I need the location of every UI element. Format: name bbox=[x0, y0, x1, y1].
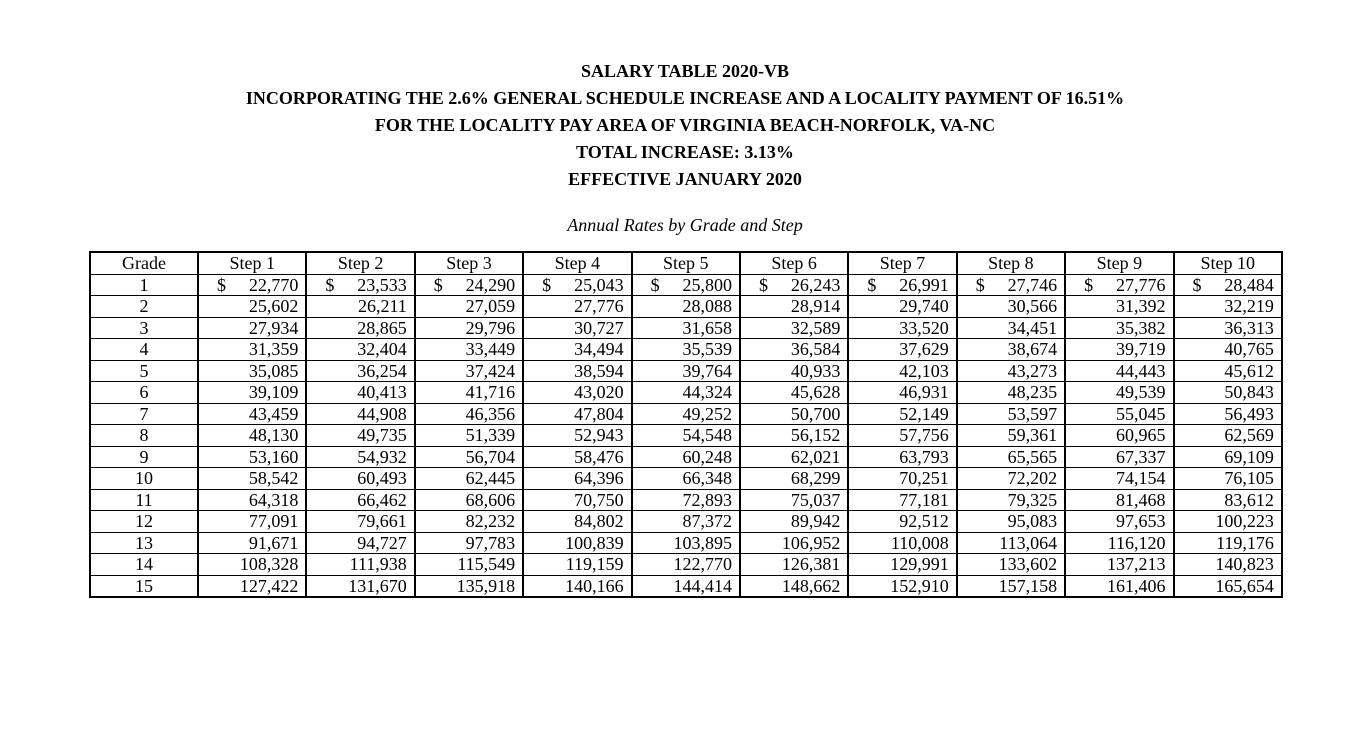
salary-cell: 140,823 bbox=[1174, 554, 1282, 576]
header-total-increase: TOTAL INCREASE: 3.13% bbox=[576, 142, 794, 162]
salary-cell: 58,542 bbox=[198, 468, 306, 490]
salary-cell: 40,933 bbox=[740, 360, 848, 382]
salary-value: 24,290 bbox=[465, 274, 516, 295]
salary-cell: 45,612 bbox=[1174, 360, 1282, 382]
salary-cell: 39,719 bbox=[1065, 339, 1173, 361]
salary-cell: 64,396 bbox=[523, 468, 631, 490]
grade-cell: 12 bbox=[90, 511, 198, 533]
table-row bbox=[90, 425, 1282, 447]
salary-cell: 45,628 bbox=[740, 382, 848, 404]
grade-cell: 1 bbox=[90, 274, 198, 296]
salary-cell: 43,273 bbox=[957, 360, 1065, 382]
salary-cell: 58,476 bbox=[523, 446, 631, 468]
salary-cell: 79,661 bbox=[306, 511, 414, 533]
currency-symbol: $ bbox=[867, 274, 877, 295]
salary-cell: 127,422 bbox=[198, 575, 306, 597]
salary-cell: 66,462 bbox=[306, 489, 414, 511]
salary-cell: 33,520 bbox=[848, 317, 956, 339]
salary-cell: 50,843 bbox=[1174, 382, 1282, 404]
salary-cell: 119,159 bbox=[523, 554, 631, 576]
salary-cell bbox=[198, 274, 306, 296]
table-row bbox=[90, 511, 1282, 533]
salary-cell: 92,512 bbox=[848, 511, 956, 533]
salary-value: 23,533 bbox=[357, 274, 407, 295]
salary-cell: 59,361 bbox=[957, 425, 1065, 447]
column-header-step-9: Step 9 bbox=[1065, 252, 1173, 274]
salary-cell: 49,252 bbox=[632, 403, 740, 425]
currency-symbol: $ bbox=[758, 274, 768, 295]
salary-cell: 56,493 bbox=[1174, 403, 1282, 425]
salary-cell: 70,750 bbox=[523, 489, 631, 511]
salary-cell: 46,356 bbox=[415, 403, 523, 425]
salary-cell: 25,602 bbox=[198, 296, 306, 318]
table-row bbox=[90, 468, 1282, 490]
salary-cell bbox=[1065, 274, 1173, 296]
column-header-step-3: Step 3 bbox=[415, 252, 523, 274]
salary-cell: 57,756 bbox=[848, 425, 956, 447]
salary-cell: 54,932 bbox=[306, 446, 414, 468]
salary-cell: 165,654 bbox=[1174, 575, 1282, 597]
salary-cell: 40,413 bbox=[306, 382, 414, 404]
salary-cell: 144,414 bbox=[632, 575, 740, 597]
salary-cell: 43,020 bbox=[523, 382, 631, 404]
salary-cell: 32,589 bbox=[740, 317, 848, 339]
salary-cell: 122,770 bbox=[632, 554, 740, 576]
table-row bbox=[90, 296, 1282, 318]
salary-cell bbox=[1174, 274, 1282, 296]
salary-cell: 83,612 bbox=[1174, 489, 1282, 511]
salary-cell: 77,181 bbox=[848, 489, 956, 511]
salary-cell: 49,735 bbox=[306, 425, 414, 447]
salary-cell: 129,991 bbox=[848, 554, 956, 576]
salary-cell bbox=[523, 274, 631, 296]
salary-cell: 157,158 bbox=[957, 575, 1065, 597]
table-subtitle: Annual Rates by Grade and Step bbox=[567, 215, 803, 235]
salary-cell: 60,493 bbox=[306, 468, 414, 490]
salary-cell: 49,539 bbox=[1065, 382, 1173, 404]
salary-cell: 28,914 bbox=[740, 296, 848, 318]
column-header-step-10: Step 10 bbox=[1174, 252, 1282, 274]
currency-symbol: $ bbox=[433, 274, 443, 295]
column-header-step-8: Step 8 bbox=[957, 252, 1065, 274]
salary-cell: 70,251 bbox=[848, 468, 956, 490]
salary-cell: 55,045 bbox=[1065, 403, 1173, 425]
salary-cell: 72,893 bbox=[632, 489, 740, 511]
salary-cell: 30,727 bbox=[523, 317, 631, 339]
salary-cell: 97,783 bbox=[415, 532, 523, 554]
currency-symbol: $ bbox=[1192, 274, 1202, 295]
salary-cell: 35,539 bbox=[632, 339, 740, 361]
salary-cell: 36,584 bbox=[740, 339, 848, 361]
column-header-step-5: Step 5 bbox=[632, 252, 740, 274]
salary-cell: 72,202 bbox=[957, 468, 1065, 490]
currency-symbol: $ bbox=[650, 274, 660, 295]
salary-cell bbox=[306, 274, 414, 296]
table-row bbox=[90, 532, 1282, 554]
currency-symbol: $ bbox=[217, 274, 226, 295]
column-header-step-1: Step 1 bbox=[198, 252, 306, 274]
salary-cell: 28,088 bbox=[632, 296, 740, 318]
salary-cell: 36,254 bbox=[306, 360, 414, 382]
salary-cell: 38,594 bbox=[523, 360, 631, 382]
salary-cell: 115,549 bbox=[415, 554, 523, 576]
salary-cell: 63,793 bbox=[848, 446, 956, 468]
salary-cell: 140,166 bbox=[523, 575, 631, 597]
salary-cell: 87,372 bbox=[632, 511, 740, 533]
salary-cell: 152,910 bbox=[848, 575, 956, 597]
grade-cell: 3 bbox=[90, 317, 198, 339]
salary-cell: 46,931 bbox=[848, 382, 956, 404]
salary-cell: 56,704 bbox=[415, 446, 523, 468]
salary-cell: 47,804 bbox=[523, 403, 631, 425]
salary-cell: 100,223 bbox=[1174, 511, 1282, 533]
grade-cell: 2 bbox=[90, 296, 198, 318]
salary-cell: 148,662 bbox=[740, 575, 848, 597]
currency-symbol: $ bbox=[1084, 274, 1094, 295]
salary-cell: 64,318 bbox=[198, 489, 306, 511]
salary-value: 26,991 bbox=[899, 274, 949, 295]
salary-cell: 48,235 bbox=[957, 382, 1065, 404]
table-row bbox=[90, 274, 1282, 296]
salary-cell: 161,406 bbox=[1065, 575, 1173, 597]
salary-cell: 38,674 bbox=[957, 339, 1065, 361]
grade-cell: 13 bbox=[90, 532, 198, 554]
column-header-step-4: Step 4 bbox=[523, 252, 631, 274]
salary-cell: 35,382 bbox=[1065, 317, 1173, 339]
salary-cell: 77,091 bbox=[198, 511, 306, 533]
salary-cell: 100,839 bbox=[523, 532, 631, 554]
salary-cell: 84,802 bbox=[523, 511, 631, 533]
salary-cell: 35,085 bbox=[198, 360, 306, 382]
header-effective-date: EFFECTIVE JANUARY 2020 bbox=[568, 169, 802, 189]
salary-cell bbox=[632, 274, 740, 296]
salary-cell: 135,918 bbox=[415, 575, 523, 597]
salary-value: 22,770 bbox=[248, 274, 299, 295]
salary-value: 27,746 bbox=[1007, 274, 1058, 295]
salary-cell: 110,008 bbox=[848, 532, 956, 554]
salary-cell: 28,865 bbox=[306, 317, 414, 339]
table-header-row bbox=[90, 252, 1282, 274]
salary-cell: 31,658 bbox=[632, 317, 740, 339]
salary-cell: 40,765 bbox=[1174, 339, 1282, 361]
salary-cell: 41,716 bbox=[415, 382, 523, 404]
salary-cell: 48,130 bbox=[198, 425, 306, 447]
salary-cell: 82,232 bbox=[415, 511, 523, 533]
table-row bbox=[90, 554, 1282, 576]
salary-cell: 31,392 bbox=[1065, 296, 1173, 318]
salary-cell: 103,895 bbox=[632, 532, 740, 554]
salary-cell: 39,764 bbox=[632, 360, 740, 382]
grade-cell: 6 bbox=[90, 382, 198, 404]
grade-cell: 7 bbox=[90, 403, 198, 425]
salary-value: 26,243 bbox=[790, 274, 841, 295]
salary-cell: 27,059 bbox=[415, 296, 523, 318]
salary-cell: 54,548 bbox=[632, 425, 740, 447]
salary-cell: 31,359 bbox=[198, 339, 306, 361]
salary-cell: 137,213 bbox=[1065, 554, 1173, 576]
salary-cell: 53,597 bbox=[957, 403, 1065, 425]
salary-cell: 97,653 bbox=[1065, 511, 1173, 533]
salary-cell: 79,325 bbox=[957, 489, 1065, 511]
salary-cell: 44,908 bbox=[306, 403, 414, 425]
salary-cell: 27,934 bbox=[198, 317, 306, 339]
salary-cell: 26,211 bbox=[306, 296, 414, 318]
grade-cell: 15 bbox=[90, 575, 198, 597]
salary-cell: 37,424 bbox=[415, 360, 523, 382]
salary-cell: 50,700 bbox=[740, 403, 848, 425]
table-row bbox=[90, 382, 1282, 404]
salary-cell: 30,566 bbox=[957, 296, 1065, 318]
salary-cell: 43,459 bbox=[198, 403, 306, 425]
currency-symbol: $ bbox=[975, 274, 985, 295]
salary-cell: 126,381 bbox=[740, 554, 848, 576]
salary-cell: 69,109 bbox=[1174, 446, 1282, 468]
salary-cell: 42,103 bbox=[848, 360, 956, 382]
salary-cell: 32,219 bbox=[1174, 296, 1282, 318]
salary-cell: 29,796 bbox=[415, 317, 523, 339]
column-header-step-6: Step 6 bbox=[740, 252, 848, 274]
salary-cell bbox=[415, 274, 523, 296]
salary-cell: 68,606 bbox=[415, 489, 523, 511]
salary-cell: 32,404 bbox=[306, 339, 414, 361]
salary-cell: 106,952 bbox=[740, 532, 848, 554]
salary-cell: 29,740 bbox=[848, 296, 956, 318]
salary-cell: 131,670 bbox=[306, 575, 414, 597]
salary-cell: 119,176 bbox=[1174, 532, 1282, 554]
table-row bbox=[90, 403, 1282, 425]
table-row bbox=[90, 339, 1282, 361]
salary-cell: 76,105 bbox=[1174, 468, 1282, 490]
salary-cell: 66,348 bbox=[632, 468, 740, 490]
grade-cell: 10 bbox=[90, 468, 198, 490]
salary-cell: 113,064 bbox=[957, 532, 1065, 554]
salary-value: 25,043 bbox=[574, 274, 624, 295]
salary-cell: 75,037 bbox=[740, 489, 848, 511]
salary-value: 28,484 bbox=[1224, 274, 1274, 295]
salary-cell: 67,337 bbox=[1065, 446, 1173, 468]
header-locality-line: FOR THE LOCALITY PAY AREA OF VIRGINIA BEACH-NORFOLK, VA-NC bbox=[374, 115, 996, 135]
salary-cell: 53,160 bbox=[198, 446, 306, 468]
salary-cell bbox=[848, 274, 956, 296]
table-row bbox=[90, 360, 1282, 382]
salary-cell: 60,248 bbox=[632, 446, 740, 468]
salary-cell: 108,328 bbox=[198, 554, 306, 576]
salary-cell: 65,565 bbox=[957, 446, 1065, 468]
salary-cell: 62,569 bbox=[1174, 425, 1282, 447]
salary-cell bbox=[740, 274, 848, 296]
salary-cell: 81,468 bbox=[1065, 489, 1173, 511]
currency-symbol: $ bbox=[542, 274, 552, 295]
table-row bbox=[90, 575, 1282, 597]
salary-cell: 33,449 bbox=[415, 339, 523, 361]
salary-cell: 27,776 bbox=[523, 296, 631, 318]
document-title: SALARY TABLE 2020-VB bbox=[580, 61, 790, 81]
table-row bbox=[90, 489, 1282, 511]
document-header bbox=[0, 58, 1356, 193]
table-body bbox=[90, 274, 1282, 597]
table-row bbox=[90, 446, 1282, 468]
salary-cell: 34,494 bbox=[523, 339, 631, 361]
column-header-grade: Grade bbox=[90, 252, 198, 274]
salary-cell: 36,313 bbox=[1174, 317, 1282, 339]
salary-cell: 60,965 bbox=[1065, 425, 1173, 447]
salary-cell: 111,938 bbox=[306, 554, 414, 576]
grade-cell: 8 bbox=[90, 425, 198, 447]
salary-cell: 89,942 bbox=[740, 511, 848, 533]
salary-cell: 39,109 bbox=[198, 382, 306, 404]
salary-cell: 62,445 bbox=[415, 468, 523, 490]
salary-cell: 44,324 bbox=[632, 382, 740, 404]
salary-cell: 133,602 bbox=[957, 554, 1065, 576]
column-header-step-7: Step 7 bbox=[848, 252, 956, 274]
salary-cell: 74,154 bbox=[1065, 468, 1173, 490]
salary-value: 27,776 bbox=[1116, 274, 1166, 295]
salary-table bbox=[89, 251, 1283, 598]
column-header-step-2: Step 2 bbox=[306, 252, 414, 274]
salary-cell: 52,149 bbox=[848, 403, 956, 425]
salary-cell: 51,339 bbox=[415, 425, 523, 447]
salary-cell: 95,083 bbox=[957, 511, 1065, 533]
grade-cell: 14 bbox=[90, 554, 198, 576]
salary-cell: 56,152 bbox=[740, 425, 848, 447]
salary-cell: 116,120 bbox=[1065, 532, 1173, 554]
salary-cell: 68,299 bbox=[740, 468, 848, 490]
salary-cell: 44,443 bbox=[1065, 360, 1173, 382]
currency-symbol: $ bbox=[325, 274, 335, 295]
salary-cell: 62,021 bbox=[740, 446, 848, 468]
grade-cell: 9 bbox=[90, 446, 198, 468]
grade-cell: 4 bbox=[90, 339, 198, 361]
header-increase-line: INCORPORATING THE 2.6% GENERAL SCHEDULE INCREASE AND A LOCALITY PAYMENT OF 16.51% bbox=[245, 88, 1125, 108]
table-row bbox=[90, 317, 1282, 339]
salary-cell: 94,727 bbox=[306, 532, 414, 554]
salary-cell: 91,671 bbox=[198, 532, 306, 554]
grade-cell: 11 bbox=[90, 489, 198, 511]
salary-cell: 37,629 bbox=[848, 339, 956, 361]
grade-cell: 5 bbox=[90, 360, 198, 382]
salary-value: 25,800 bbox=[682, 274, 732, 295]
salary-cell bbox=[957, 274, 1065, 296]
salary-cell: 34,451 bbox=[957, 317, 1065, 339]
salary-cell: 52,943 bbox=[523, 425, 631, 447]
